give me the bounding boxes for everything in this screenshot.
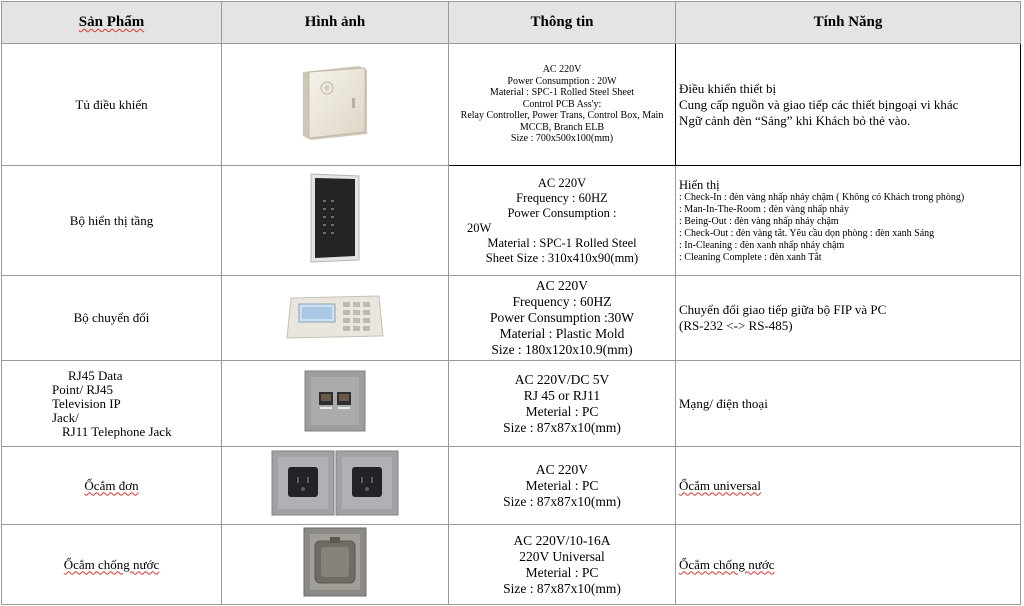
product-info: AC 220V/10-16A 220V Universal Meterial : PC Size : 87x87x10(mm)	[449, 525, 676, 605]
table-row	[2, 361, 1021, 447]
product-info: AC 220V/DC 5V RJ 45 or RJ11 Meterial : PC Size : 87x87x10(mm)	[449, 361, 676, 447]
header-features: Tính Năng	[676, 2, 1021, 44]
product-name: Tủ điều khiển	[2, 44, 222, 166]
product-name: Bộ chuyển đổi	[2, 276, 222, 361]
floor-display-image	[303, 170, 367, 266]
waterproof-socket-image	[303, 527, 367, 597]
product-features: Mạng/ điện thoại	[676, 361, 1021, 447]
product-table	[1, 1, 1021, 605]
product-features: Điều khiển thiết bị Cung cấp nguồn và giao tiếp các thiết bịngoại vi khác Ngữ cảnh đèn “Sáng” khi Khách bỏ thẻ vào.	[676, 44, 1021, 166]
header-info: Thông tin	[449, 2, 676, 44]
product-features: Ổcắm universal	[676, 447, 1021, 525]
product-image-cell	[222, 447, 449, 525]
product-features: Hiển thị : Check-In : đèn vàng nhấp nháy chậm ( Không có Khách trong phòng) : Man-In-The-Room : đèn vàng nhấp nháy : Being-Out : đèn vàng nhấp nháy chậm : Check-Out : đèn vàng tắt. Yêu cầu dọn phòng : đèn xanh Sáng : In-Cleaning : đèn xanh nhấp nháy chậm : Cleaning Complete : đèn xanh Tắt	[676, 166, 1021, 276]
control-cabinet-image	[295, 62, 375, 142]
product-image-cell	[222, 525, 449, 605]
product-name: Ổcắm chống nước	[2, 525, 222, 605]
product-image-cell	[222, 361, 449, 447]
converter-image	[285, 288, 385, 344]
product-info: AC 220V Frequency : 60HZ Power Consumption : 20W Material : SPC-1 Rolled Steel Sheet Size : 310x410x90(mm)	[449, 166, 676, 276]
product-info: AC 220V Frequency : 60HZ Power Consumption :30W Material : Plastic Mold Size : 180x120x10.9(mm)	[449, 276, 676, 361]
product-image-cell	[222, 166, 449, 276]
product-name: RJ45 Data Point/ RJ45 Television IP Jack/ RJ11 Telephone Jack	[2, 361, 222, 447]
product-features: Ổcắm chống nước	[676, 525, 1021, 605]
product-info: AC 220V Meterial : PC Size : 87x87x10(mm)	[449, 447, 676, 525]
product-name: Ổcắm đơn	[2, 447, 222, 525]
product-image-cell	[222, 44, 449, 166]
product-features: Chuyển đổi giao tiếp giữa bộ FIP và PC (RS-232 <-> RS-485)	[676, 276, 1021, 361]
table-row	[2, 447, 1021, 525]
table-row	[2, 44, 1021, 166]
product-image-cell	[222, 276, 449, 361]
header-product: Sản Phẩm	[2, 2, 222, 44]
product-info: AC 220V Power Consumption : 20W Material : SPC-1 Rolled Steel Sheet Control PCB Ass'y: Relay Controller, Power Trans, Control Box, Main MCCB, Branch ELB Size : 700x500x100(mm)	[449, 44, 676, 166]
table-row	[2, 166, 1021, 276]
socket-image	[271, 450, 399, 516]
network-jack-image	[304, 370, 366, 432]
product-name: Bộ hiển thị tầng	[2, 166, 222, 276]
header-image: Hình ảnh	[222, 2, 449, 44]
table-row	[2, 525, 1021, 605]
table-row	[2, 276, 1021, 361]
header-row	[2, 2, 1021, 44]
